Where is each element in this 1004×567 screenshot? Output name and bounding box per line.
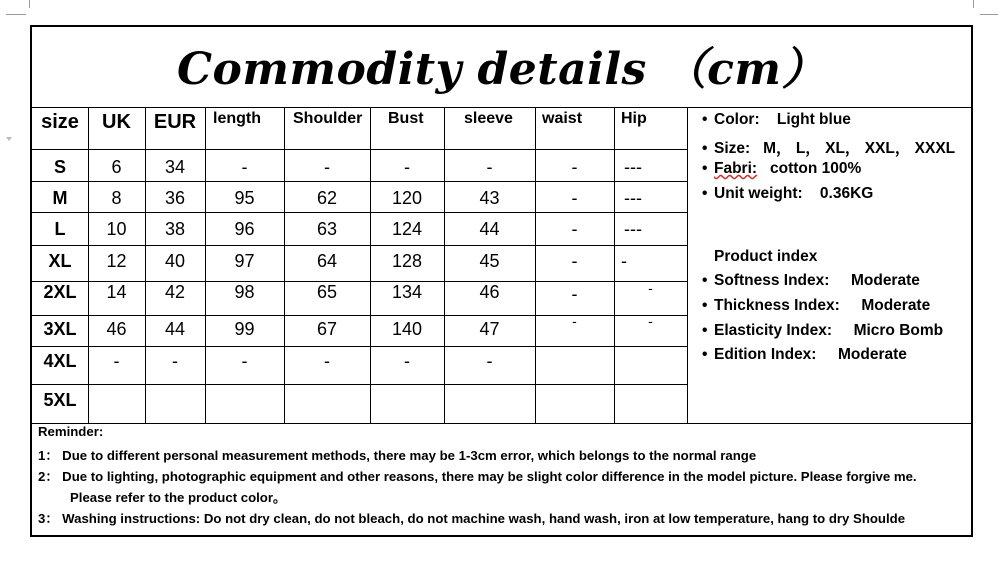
bullet-icon: • <box>702 272 708 289</box>
table-cell: - <box>486 351 493 371</box>
table-cell: - <box>241 351 248 371</box>
softness-value: Moderate <box>850 272 920 289</box>
table-cell: 12 <box>106 251 127 271</box>
elasticity-value: Micro Bomb <box>853 322 944 339</box>
table-cell: - <box>571 251 578 271</box>
table-cell: - <box>571 219 578 239</box>
table-cell: - <box>486 157 493 177</box>
table-cell: 36 <box>164 188 186 208</box>
table-cell: - <box>571 188 578 208</box>
reminder-line-2b: Please refer to the product color。 <box>70 490 287 505</box>
page-corner-mark <box>973 0 974 8</box>
edition-label: Edition Index: <box>714 346 817 363</box>
table-cell: 62 <box>316 188 338 208</box>
table-cell: - <box>172 351 178 371</box>
bullet-icon: • <box>702 140 708 157</box>
reminder-title: Reminder: <box>38 424 104 439</box>
table-cell: - <box>113 351 120 371</box>
table-cell: 97 <box>234 251 255 271</box>
table-cell: 44 <box>164 319 186 339</box>
table-cell: 120 <box>391 188 423 208</box>
table-cell: - <box>324 351 330 371</box>
table-cell: 134 <box>391 282 423 302</box>
row-line <box>32 245 688 246</box>
bullet-icon: • <box>702 346 708 363</box>
row-line <box>32 384 688 385</box>
header-length: length <box>213 110 261 127</box>
table-cell: - <box>571 157 578 177</box>
header-hip: Hip <box>621 110 647 127</box>
table-cell: 64 <box>316 251 338 271</box>
header-size: size <box>41 111 79 133</box>
table-cell: 8 <box>111 188 122 208</box>
fabric-label: Fabri: <box>714 160 758 177</box>
table-cell: - <box>572 313 577 329</box>
thickness-line <box>702 297 930 315</box>
margin-marker-icon <box>6 137 12 141</box>
size-label: 3XL <box>43 319 77 339</box>
table-cell: --- <box>624 157 642 177</box>
elasticity-line <box>702 322 943 340</box>
table-cell: 98 <box>234 282 255 302</box>
table-cell: 42 <box>164 282 186 302</box>
table-cell: - <box>404 157 410 177</box>
table-cell: 63 <box>316 219 338 239</box>
table-cell: 40 <box>164 251 186 271</box>
row-line <box>32 149 688 150</box>
table-cell: - <box>648 280 653 296</box>
reminder-line-2: 2： Due to lighting, photographic equipment and other reasons, there may be slight color difference in the model picture. Please forgive me. <box>38 469 917 484</box>
size-info-label: Size: <box>714 140 751 157</box>
size-label: S <box>53 157 66 177</box>
table-cell: 45 <box>479 251 500 271</box>
weight-line <box>702 185 873 203</box>
table-cell: 46 <box>479 282 500 302</box>
table-cell: 44 <box>479 219 500 239</box>
size-line <box>702 136 955 158</box>
weight-label: Unit weight: <box>714 185 803 202</box>
col-line <box>687 107 688 423</box>
table-cell: 95 <box>234 188 255 208</box>
table-cell: 128 <box>391 251 423 271</box>
row-line <box>32 212 688 213</box>
table-cell: - <box>404 351 410 371</box>
header-eur: EUR <box>153 111 197 133</box>
table-cell: - <box>324 157 330 177</box>
elasticity-label: Elasticity Index: <box>714 322 833 339</box>
table-cell: 124 <box>391 219 423 239</box>
table-cell: - <box>241 157 248 177</box>
size-label: 2XL <box>43 282 77 302</box>
header-sleeve: sleeve <box>464 110 513 127</box>
size-label: 4XL <box>43 351 77 371</box>
table-cell: 96 <box>234 219 255 239</box>
row-line <box>32 346 688 347</box>
commodity-details-card <box>30 25 973 537</box>
page-corner-mark <box>29 0 30 8</box>
table-top-line <box>32 107 973 108</box>
table-cell: 46 <box>106 319 127 339</box>
bullet-icon: • <box>702 297 708 314</box>
bullet-icon: • <box>702 160 708 177</box>
bullet-icon: • <box>702 322 708 339</box>
table-cell: 10 <box>106 219 127 239</box>
row-line <box>32 181 688 182</box>
softness-line <box>702 272 920 290</box>
page-title: Commodity details （cm） <box>177 44 826 95</box>
color-line <box>702 111 851 129</box>
table-cell: - <box>648 313 653 329</box>
table-cell: 6 <box>111 157 122 177</box>
table-cell: 140 <box>391 319 423 339</box>
product-index-title: Product index <box>714 248 818 265</box>
size-info-value: M， L， XL， XXL， XXXL <box>763 140 956 157</box>
table-cell: 38 <box>164 219 186 239</box>
thickness-label: Thickness Index: <box>714 297 840 314</box>
table-cell: 99 <box>234 319 255 339</box>
edition-line <box>702 346 907 364</box>
edition-value: Moderate <box>838 346 907 363</box>
table-cell: - <box>621 251 627 271</box>
table-cell: 67 <box>316 319 338 339</box>
color-value: Light blue <box>776 111 851 128</box>
page-corner-mark <box>980 0 998 15</box>
fabric-line <box>702 160 861 178</box>
bullet-icon: • <box>702 185 708 202</box>
fabric-value: cotton 100% <box>769 160 862 177</box>
table-cell: --- <box>624 188 642 208</box>
table-cell: 65 <box>316 282 338 302</box>
softness-label: Softness Index: <box>714 272 830 289</box>
table-bottom-line <box>32 423 973 424</box>
table-cell: 47 <box>479 319 500 339</box>
thickness-value: Moderate <box>861 297 931 314</box>
bullet-icon: • <box>702 111 708 128</box>
table-cell: 43 <box>479 188 500 208</box>
size-label: L <box>54 219 66 239</box>
header-bust: Bust <box>388 110 424 127</box>
table-cell: - <box>571 284 578 304</box>
weight-value: 0.36KG <box>819 185 874 202</box>
size-label: 5XL <box>43 390 77 410</box>
table-cell: 34 <box>164 157 186 177</box>
header-uk: UK <box>102 111 131 133</box>
page-corner-mark <box>6 0 26 15</box>
size-label: XL <box>48 251 72 271</box>
table-cell: 14 <box>106 282 127 302</box>
table-cell: --- <box>624 219 642 239</box>
reminder-line-3: 3： Washing instructions: Do not dry clean, do not bleach, do not machine wash, hand wash, iron at low temperature, hang to dry Shoulde <box>38 511 906 526</box>
header-waist: waist <box>542 110 583 127</box>
size-label: M <box>52 188 68 208</box>
header-shoulder: Shoulder <box>293 110 363 127</box>
reminder-line-1: 1： Due to different personal measurement methods, there may be 1-3cm error, which belongs to the normal range <box>38 448 757 463</box>
color-label: Color: <box>714 111 760 128</box>
